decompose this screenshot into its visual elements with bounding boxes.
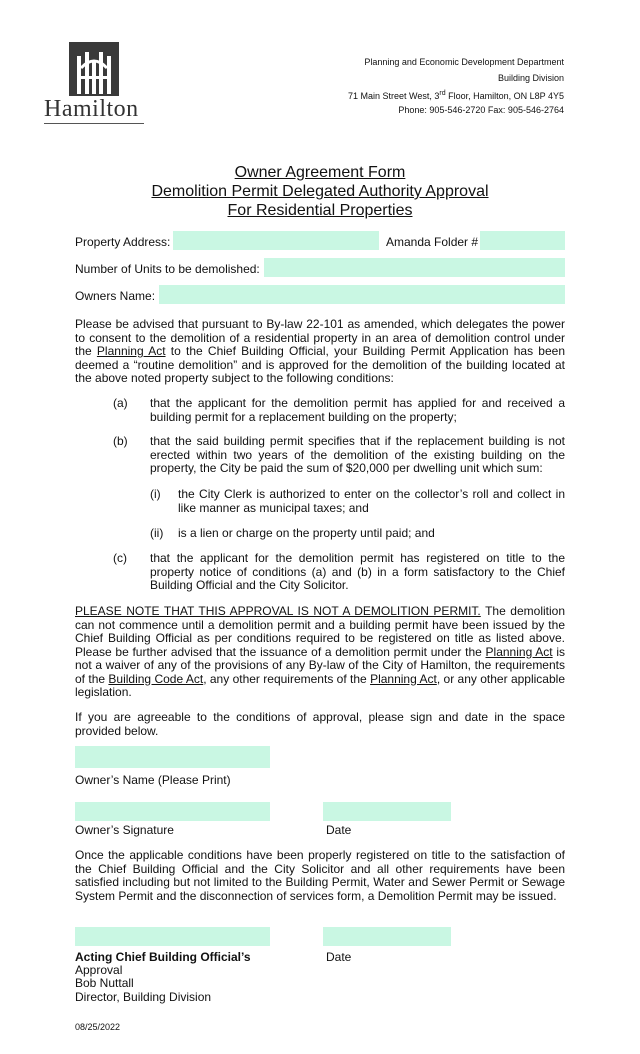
owner-name-print-label: Owner’s Name (Please Print) <box>75 773 231 787</box>
address-sup: rd <box>439 90 446 97</box>
official-position: Director, Building Division <box>75 990 212 1004</box>
form-title-line3: For Residential Properties <box>227 202 413 219</box>
official-approval: Approval <box>75 963 123 977</box>
building-code-act-ref: Building Code Act <box>108 671 204 686</box>
revision-date: 08/25/2022 <box>75 1022 121 1032</box>
owner-signature-label: Owner’s Signature <box>75 823 174 837</box>
condition-b-text: that the said building permit specifies that if the replacement building is not erected within two years of the demolition of the existing building on the property, the City be paid the sum of $20,000 per dwelling unit which sum: <box>150 434 565 475</box>
official-signature-field[interactable] <box>75 927 270 946</box>
notice-text-3: , any other requirements of the <box>203 671 371 686</box>
agree-paragraph: If you are agreeable to the conditions of approval, please sign and date in the space provided below. <box>75 710 565 738</box>
planning-act-ref-3: Planning Act <box>370 671 437 686</box>
owners-name-label: Owners Name: <box>75 289 156 303</box>
condition-c-text: that the applicant for the demolition permit has registered on title to the property notice of conditions (a) and (b) in a form satisfactory to the Chief Building Official and the City Solicitor. <box>150 551 565 592</box>
condition-ii-key: (ii) <box>150 526 164 540</box>
condition-a-key: (a) <box>113 396 128 410</box>
notice-text-2: is not a waiver of any of the provisions of any By-law of the City of Hamilton, the requirements of the <box>75 644 566 686</box>
intro-text-1: Please be advised that pursuant to By-law 22-101 as amended, which delegates the power to consent to the demolition of a residential property in an area of demolition control under the <box>75 317 565 358</box>
condition-i-text: the City Clerk is authorized to enter on the collector’s roll and collect in like manner as municipal taxes; and <box>178 487 565 515</box>
owners-name-field[interactable] <box>159 285 565 304</box>
condition-c-key: (c) <box>113 551 127 565</box>
property-address-field[interactable] <box>173 231 379 250</box>
amanda-folder-label: Amanda Folder # <box>386 235 479 249</box>
condition-ii-text: is a lien or charge on the property until paid; and <box>178 526 435 540</box>
official-name: Bob Nuttall <box>75 976 134 990</box>
condition-b-key: (b) <box>113 434 128 448</box>
notice-paragraph <box>75 605 565 700</box>
property-address-label: Property Address: <box>75 235 171 249</box>
phone-fax: Phone: 905-546-2720 Fax: 905-546-2764 <box>398 105 564 115</box>
address-prefix: 71 Main Street West, 3 <box>347 91 440 101</box>
hamilton-logo <box>42 40 146 126</box>
office-address <box>348 88 564 102</box>
form-title-line1: Owner Agreement Form <box>234 164 406 181</box>
address-suffix: Floor, Hamilton, ON L8P 4Y5 <box>445 91 564 101</box>
owner-date-field[interactable] <box>323 802 451 821</box>
owner-name-print-field[interactable] <box>75 746 270 768</box>
intro-paragraph <box>75 318 565 386</box>
official-date-field[interactable] <box>323 927 451 946</box>
units-label: Number of Units to be demolished: <box>75 262 260 276</box>
intro-text-2: to the Chief Building Official, your Building Permit Application has been deemed a “routine demolition” and is approved for the demolition of the building located at the above noted property subject to the following conditions: <box>75 344 566 385</box>
condition-i-key: (i) <box>150 487 161 501</box>
owner-signature-field[interactable] <box>75 802 270 821</box>
amanda-folder-field[interactable] <box>480 231 565 250</box>
division-name: Building Division <box>497 73 564 83</box>
units-field[interactable] <box>264 258 565 277</box>
owner-date-label: Date <box>326 823 352 837</box>
official-date-label: Date <box>326 950 352 964</box>
logo-wordmark: Hamilton <box>44 96 139 122</box>
notice-text-1: The demolition can not commence until a demolition permit and a building permit have been issued by the Chief Building Official as per conditions required to be registered on title as listed above. Please be further advised that the issuance of a demolition permit under the <box>75 604 566 659</box>
city-emblem-icon <box>69 42 119 96</box>
notice-heading: PLEASE NOTE THAT THIS APPROVAL IS NOT A DEMOLITION PERMIT. <box>75 604 481 618</box>
notice-text-4: , or any other applicable legislation. <box>75 671 565 699</box>
condition-a-text: that the applicant for the demolition permit has applied for and received a building permit for a replacement building on the property; <box>150 396 565 424</box>
official-title: Acting Chief Building Official’s <box>75 950 251 964</box>
closing-paragraph: Once the applicable conditions have been properly registered on title to the satisfaction of the Chief Building Official and the City Solicitor and all other requirements have been satisfied including but not limited to the Building Permit, Water and Sewer Permit or Sewage System Permit and the disconnection of services form, a Demolition Permit may be issued. <box>75 848 565 903</box>
planning-act-ref: Planning Act <box>96 344 166 358</box>
planning-act-ref-2: Planning Act <box>485 644 553 659</box>
form-title-line2: Demolition Permit Delegated Authority Approval <box>151 183 489 200</box>
department-name: Planning and Economic Development Department <box>364 57 564 67</box>
logo-underline <box>44 123 144 124</box>
